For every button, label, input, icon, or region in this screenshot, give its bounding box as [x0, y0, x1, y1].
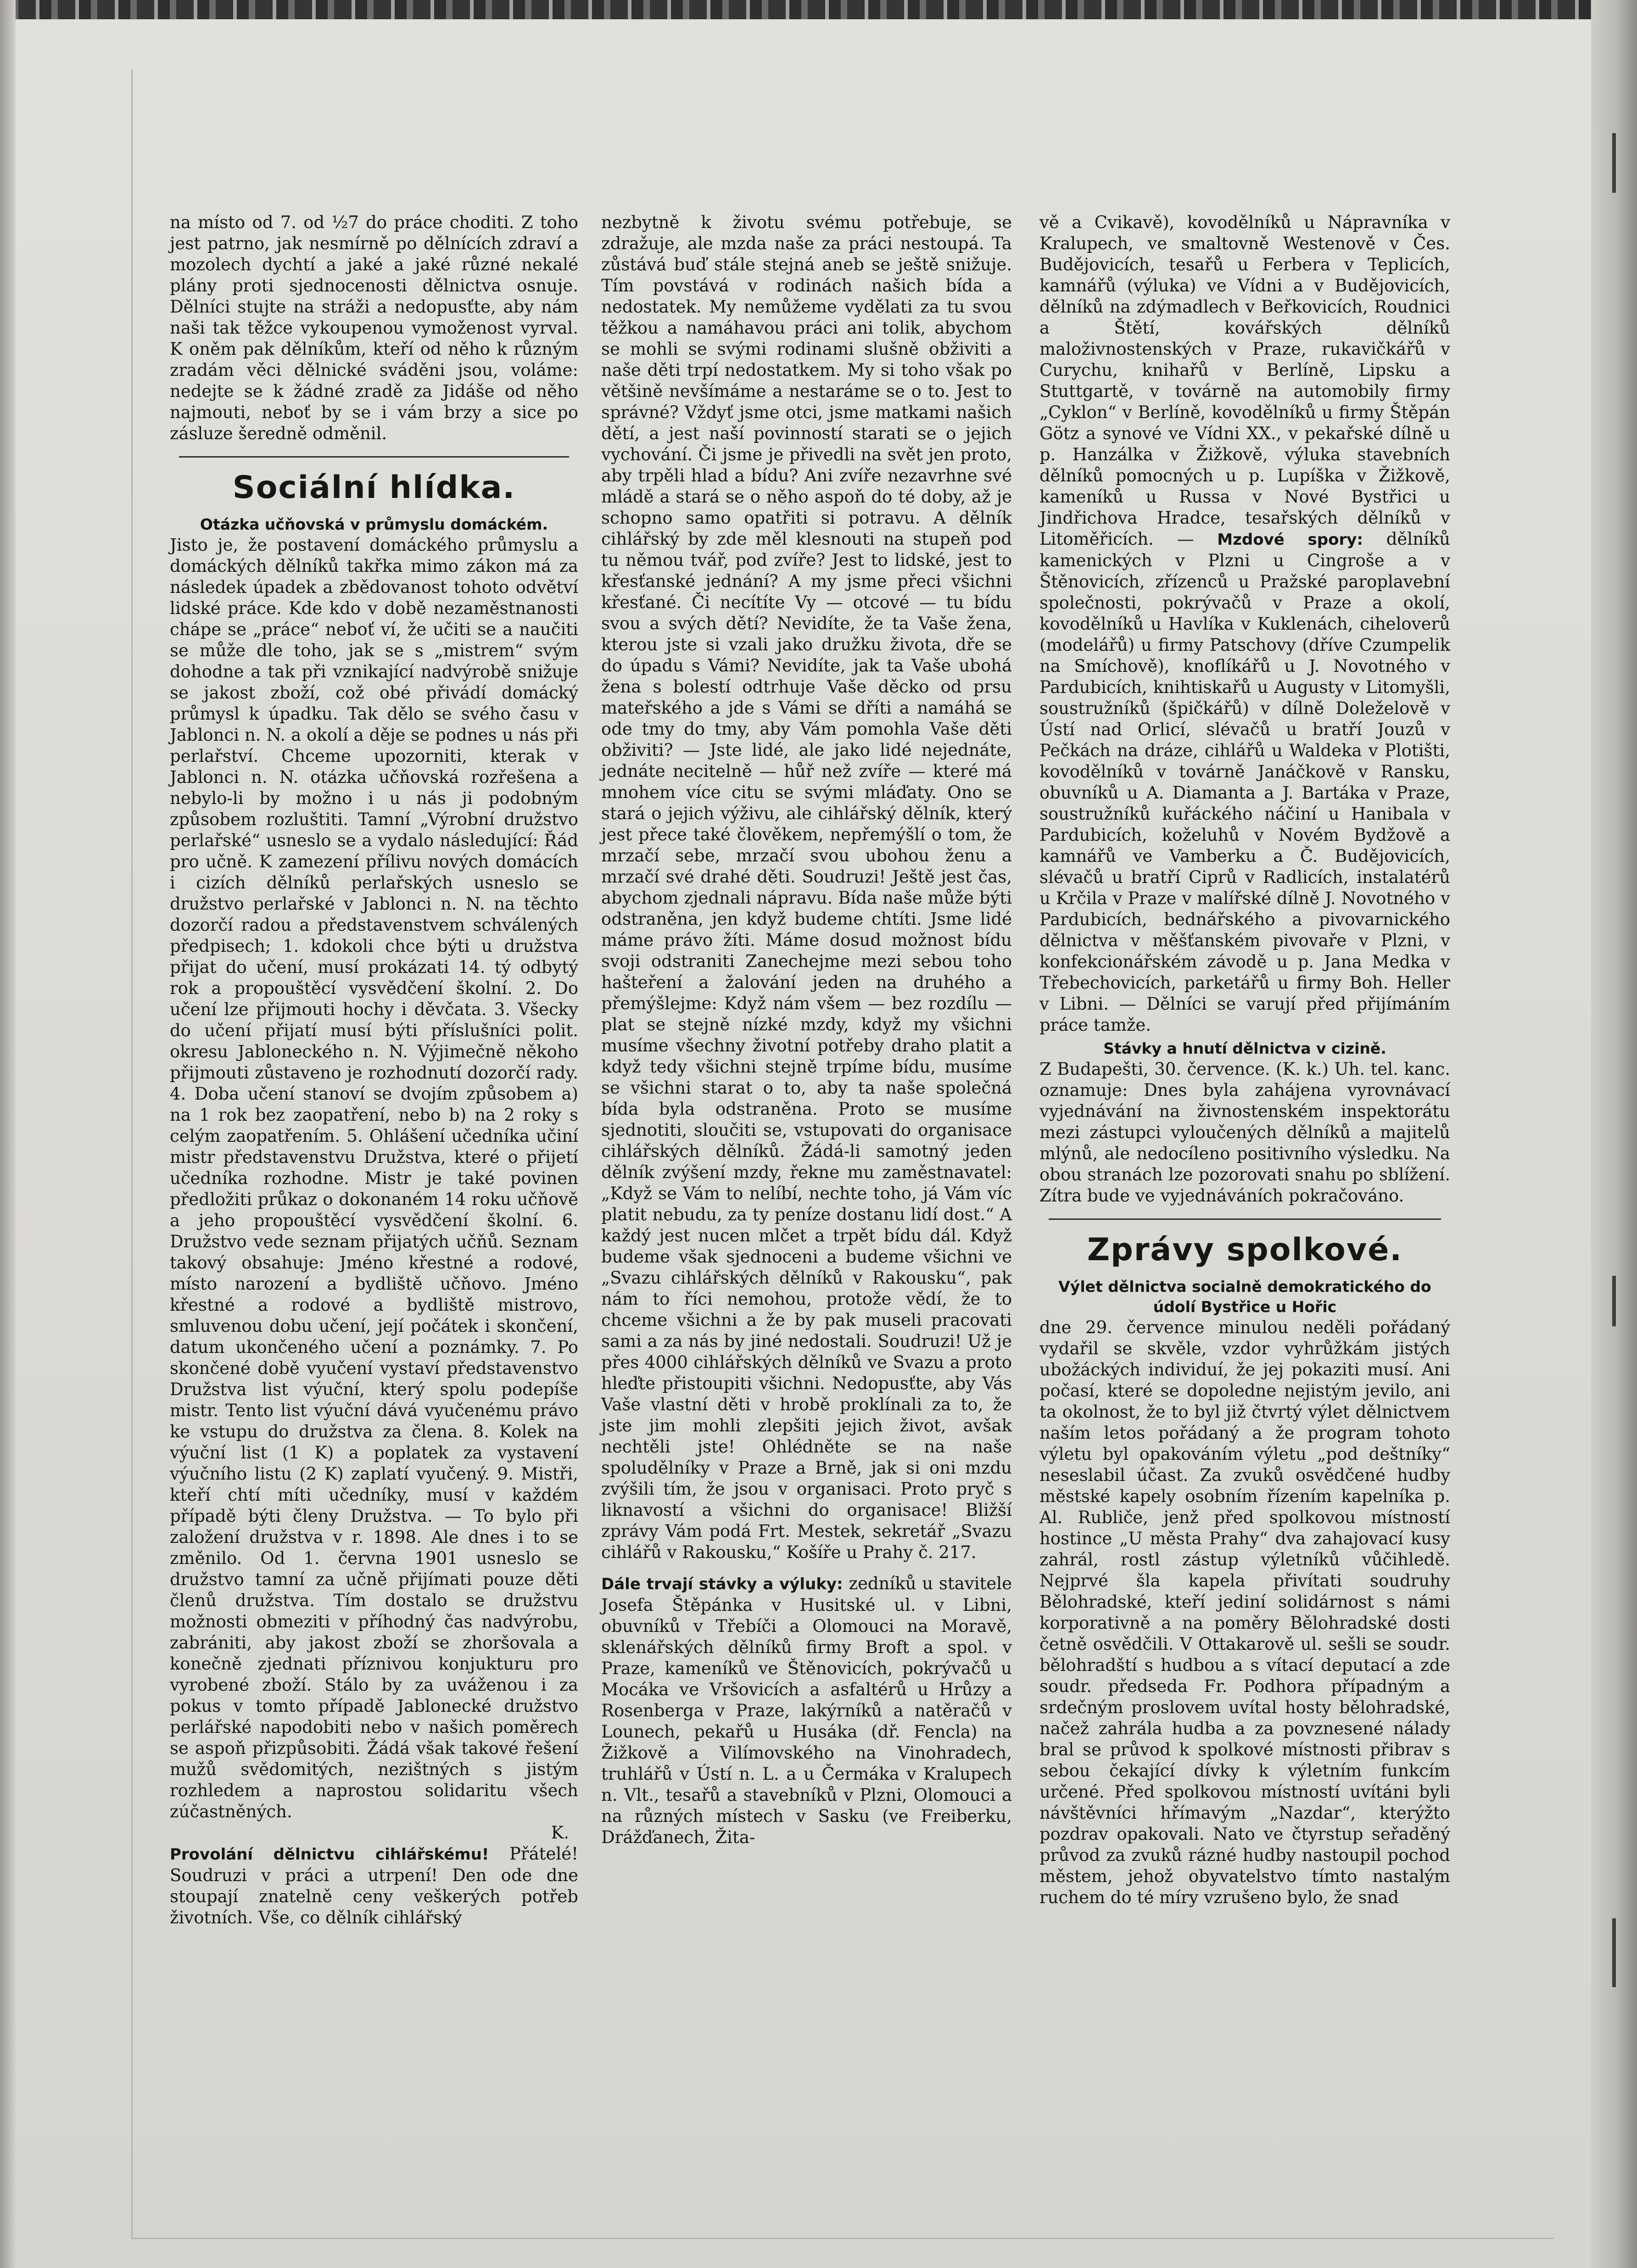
subheading-vylet: Výlet dělnictva socialně demokratického do údolí Bystřice u Hořic	[1058, 1278, 1431, 1316]
strikes-paragraph	[601, 1573, 1012, 1848]
column-1-top-text: na místo od 7. od ½7 do práce choditi. Z toho jest patrno, jak nesmírně po dělnících zdraví a mozolech dychtí a jaké a jaké různé nekalé plány proti sjednocenosti dělnictva osnuje. Dělníci stujte na stráži a nedopusťte, aby nám naši tak těžce vykoupenou vymoženost vyrval. K oněm pak dělníkům, kteří od něho k různým zradám věci dělnické sváděni jsou, voláme: nedejte se k žádné zradě za Jidáše od něho najmouti, neboť by se i vám brzy a sice po zásluze šeredně odměnil.	[170, 212, 578, 443]
article-otazka-ucnovska: Jisto je, že postavení domáckého průmyslu a domáckých dělníků takřka mimo zákon má za následek úpadek a zbědovanost tohoto odvětví lidské práce. Kde kdo v době nezaměstnanosti chápe se „práce“ neboť ví, že učiti se a naučiti se může dle toho, jak se s „mistrem“ svým dohodne a tak při vznikající nadvýrobě snižuje se jakost zboží, což obé přivádí domácký průmysl k úpadku. Tak dělo se svého času v Jablonci n. N. a okolí a děje se podnes u nás při perlařství. Chceme upozorniti, kterak v Jablonci n. N. otázka učňovská rozřešena a nebylo-li by možno i u nás ji podobným způsobem rozluštiti. Tamní „Výrobní družstvo perlařské“ usneslo se a vydalo následující: Řád pro učně. K zamezení přílivu nových domácích i cizích dělníků perlařských usneslo se družstvo perlařské v Jablonci n. N. na těchto dozorčí radou a představenstvem schválených předpisech; 1. kdokoli chce býti u družstva přijat do učení, musí prokázati 14. tý odbytý rok a propouštěcí vysvědčení školní. 2. Do učení lze přijmouti hochy i děvčata. 3. Všecky do učení přijatí musí býti příslušníci polit. okresu Jabloneckého n. N. Výjimečně někoho přijmouti zůstaveno je rozhodnutí dozorčí rady. 4. Doba učení stanoví se dvojím způsobem a) na 1 rok bez zaopatření, nebo b) na 2 roky s celým zaopatřením. 5. Ohlášení učedníka učiní mistr představenstvu Družstva, které o přijetí učedníka rozhodne. Mistr je také povinen předložiti průkaz o dokonaném 14 roku učňově a jeho propouštěcí vysvědčení školní. 6. Družstvo vede seznam přijatých učňů. Seznam takový obsahuje: Jméno křestné a rodové, místo narození a bydliště učňovo. Jméno křestné a rodové a bydliště mistrovo, smluvenou dobu učení, její počátek i skončení, datum ukončeného učení a poznámky. 7. Po skončené době vyučení vystaví představenstvo Družstva list výuční, který spolu podepíše mistr. Tento list výuční dává vyučenému právo ke vstupu do družstva za člena. 8. Kolek na výuční list (1 K) a poplatek za vystavení výučního listu (2 K) zaplatí vyučený. 9. Mistři, kteří chtí míti učedníky, musí v každém případě býti členy Družstva. — To bylo při založení družstva v r. 1898. Ale dnes i to se změnilo. Od 1. června 1901 usneslo se družstvo tamní za učně přijímati pouze děti členů družstva. Tím dostalo se družstvu možnosti obmeziti v příhodný čas nadvýrobu, zabrániti, aby jakost zboží se zhoršovala a konečně zjednati příznivou konjukturu pro vyrobené zboží. Stálo by za uváženou i za pokus v tomto případě Jablonecké družstvo perlářské napodobiti nebo v našich poměrech se aspoň přizpůsobiti. Žádá však takové řešení mužů svědomitých, nezištných s jistým rozhledem a naprostou solidaritu všech zúčastněných.	[170, 535, 578, 1821]
section-divider	[179, 456, 569, 458]
edge-mark	[1612, 1918, 1616, 1987]
column-2	[601, 212, 1012, 1848]
provolani-continued: nezbytně k životu svému potřebuje, se zdražuje, ale mzda naše za práci nestoupá. Ta zůstává buď stále stejná aneb se ještě snižuje. Tím povstává v rodinách našich bída a nedostatek. My nemůžeme vydělati za tu svou těžkou a namáhavou práci ani tolik, abychom se mohli se svými rodinami slušně obživiti a naše děti trpí nedostatkem. My si toho však po většině nevšímáme a nestaráme se o to. Jest to správné? Vždyť jsme otci, jsme matkami našich dětí, a jest naší povinností starati se o jejich vychování. Či jsme je přivedli na svět jen proto, aby trpěli hlad a bídu? Ani zvíře nezavrhne své mládě a stará se o něho aspoň do té doby, až je schopno samo opatřiti si potravu. A dělník cihlářský by zde měl klesnouti na stupeň pod tu němou tvář, pod zvíře? Jest to lidské, jest to křesťanské jednání? A my jsme přeci všichni křesťané. Či necítíte Vy — otcové — tu bídu svou a svých dětí? Nevidíte, že ta Vaše žena, kterou jste si vzali jako družku života, dře se do úpadu s Vámi? Nevidíte, jak ta Vaše ubohá žena s bolestí odtrhuje Vaše děcko od prsu mateřského a jde s Vámi se dříti a namáhá se ode tmy do tmy, aby Vám pomohla Vaše děti obživiti? — Jste lidé, ale jako lidé nejednáte, jednáte necitelně — hůř než zvíře — které má mnohem více citu se svými mláďaty. Ono se stará o jejich výživu, ale cihlářský dělník, který jest přece také člověkem, nepřemýšlí o tom, že mrzačí sebe, mrzačí svou ubohou ženu a mrzačí své drahé děti. Soudruzi! Ještě jest čas, abychom zjednali nápravu. Bída naše může býti odstraněna, jen když budeme chtíti. Jsme lidé máme právo žíti. Máme dosud možnost bídu svoji odstraniti Zanechejme mezi sebou toho hašteření a žalování jeden na druhého a přemýšlejme: Když nám všem — bez rozdílu — plat se stejně nízké mzdy, když my všichni musíme všechny životní potřeby draho platit a když tedy všichni stejně trpíme bídu, musíme se všichni starat o to, aby ta naše společná bída byla odstraněna. Proto se musíme sjednotiti, sloučiti se, vstupovati do organisace cihlářských dělníků. Žádá-li samotný jeden dělník zvýšení mzdy, řekne mu zaměstnavatel: „Když se Vám to nelíbí, nechte toho, já Vám víc platit nebudu, za ty peníze dostanu lidí dost.“ A každý jest nucen mlčet a trpět bídu dál. Když budeme však sjednoceni a budeme všichni ve „Svazu cihlářských dělníků v Rakousku“, pak nám to říci nemohou, protože vědí, že to chceme všichni a že by pak museli pracovati sami a za nás by jiné nedostali. Soudruzi! Už je přes 4000 cihlářských dělníků ve Svazu a proto hleďte přistoupiti všichni. Nedopusťte, aby Vás Vaše vlastní děti v hrobě proklínali za to, že jste jim mohli zlepšiti jejich život, avšak nechtěli jste! Ohlédněte se na naše spoludělníky v Praze a Brně, jak si oni mzdu zvýšili tím, že jsou v organisaci. Proto pryč s liknavostí a všichni do organisace! Bližší zprávy Vám podá Frt. Mestek, sekretář „Svazu cihlářů v Rakousku,“ Košíře u Prahy č. 217.	[601, 212, 1012, 1562]
strikes-continued-text: vě a Cvikavě), kovodělníků u Nápravníka v Kralupech, ve smaltovně Westenově v Čes. Budějovicích, tesařů u Ferbera v Teplicích, kamnářů (výluka) ve Vídni a v Budějovicích, dělníků na zdýmadlech v Beřkovicích, Roudnici a Štětí, kovářských dělníků maloživnostenských v Praze, rukavičkářů v Curychu, knihařů v Berlíně, Lipsku a Stuttgartě, v továrně na automobily firmy „Cyklon“ v Berlíně, kovodělníků u firmy Štěpán Götz a synové ve Vídni XX., v pekařské dílně u p. Hanzálka v Žižkově, výluka stavebních dělníků pomocných u p. Lupíška v Žižkově, kameníků u Russa v Nové Bystřici u Jindřichova Hradce, tesařských dělníků v Litoměřicích. —	[1039, 212, 1450, 549]
subheading-otazka-ucnovska: Otázka učňovská v průmyslu domáckém.	[200, 515, 548, 533]
page-left-border	[131, 69, 133, 2240]
heading-socialni-hlidka: Sociální hlídka.	[232, 469, 516, 506]
column-1	[170, 212, 578, 1928]
column-3	[1039, 212, 1450, 1908]
edge-mark	[1612, 1276, 1616, 1326]
heading-zpravy-spolkove: Zprávy spolkové.	[1087, 1232, 1403, 1268]
scan-top-edge	[0, 0, 1637, 19]
section-divider	[1049, 1218, 1441, 1220]
provolani-title: Provolání dělnictvu cihlářskému!	[170, 1845, 489, 1864]
strikes-continued	[1039, 212, 1450, 1036]
scan-left-edge	[0, 0, 16, 2268]
article-signature: K.	[551, 1823, 569, 1843]
strikes-title: Dále trvají stávky a výluky:	[601, 1575, 843, 1593]
scan-right-edge	[1591, 0, 1637, 2268]
abroad-text: Z Budapešti, 30. července. (K. k.) Uh. tel. kanc. oznamuje: Dnes byla zahájena vyrovnávací vyjednávání na živnostenském inspektorátu mezi zástupci vyloučených dělníků a majitelů mlýnů, ale nedocíleno positivního výsledku. Na obou stranách lze pozorovati snahu po sblížení. Zítra bude ve vyjednáváních pokračováno.	[1039, 1059, 1450, 1206]
abroad-title: Stávky a hnutí dělnictva v cizině.	[1103, 1039, 1386, 1057]
wage-disputes-title: Mzdové spory:	[1217, 531, 1363, 549]
wage-disputes-text: dělníků kamenických v Plzni u Cingroše a v Štěnovicích, zřízenců u Pražské paroplavební společnosti, pokrývačů v Praze a okolí, kovodělníků u Havlíka v Kuklenách, ciheloverů (modelářů) u firmy Patschovy (dříve Czumpelik na Smíchově), knoflíkářů u J. Novotného v Pardubicích, knihtiskařů u Augusty v Litomyšli, soustružníků (špičkářů) v dílně Doleželově v Ústí nad Orlicí, slévačů u bratří Jouzů v Pečkách na dráze, cihlářů u Waldeka v Plotišti, kovodělníků v továrně Janáčkově v Ransku, obuvníků u A. Diamanta a J. Bartáka v Praze, soustružníků kuřáckého náčiní u Hanibala v Pardubicích, koželuhů v Novém Bydžově a kamnářů ve Vamberku a Č. Budějovicích, slévačů u bratří Ciprů v Radlicích, instalatérů u Krčila v Praze v malířské dílně J. Novotného v Pardubicích, bednářského a pivovarnického dělnictva v měšťanském pivovaře v Plzni, v konfekcionářském závodě u p. Jana Medka v Třebechovicích, parketářů u firmy Boh. Heller v Libni. — Dělníci se varují před přijímáním práce tamže.	[1039, 529, 1451, 1035]
edge-mark	[1612, 133, 1616, 193]
article-vylet: dne 29. července minulou neděli pořádaný vydařil se skvěle, vzdor vyhrůžkám jistých ubožáckých individuí, že jej pokaziti musí. Ani počasí, které se dopoledne nejistým jevilo, ani ta okolnost, že to byl již čtvrtý výlet dělnictvem naším letos pořádaný a že program tohoto výletu byl opakováním výletu „pod deštníky“ neseslabil účast. Za zvuků osvědčené hudby městské kapely osobním řízením kapelníka p. Al. Rubliče, jenž před spolkovou místností hostince „U města Prahy“ dva zahajovací kusy zahrál, rostl zástup výletníků vůčihledě. Nejprvé šla kapela přivítati soudruhy Bělohradské, kteří jediní solidárnost s námi korporativně a na poměry Bělohradské dosti četně osvědčili. V Ottakarově ul. sešli se soudr. bělohradští s hudbou a s vítací deputací a zde soudr. předseda Fr. Podhora případným a srdečným proslovem uvítal hosty bělohradské, načež zahrála hudba a za povznesené nálady bral se průvod k spolkové místnosti přibrav s sebou čekající dívky k výletním funkcím určené. Před spolkovou místností uvítáni byli návštěvníci hřímavým „Nazdar“, kterýžto pozdrav opakovali. Nato ve čtyrstup seřaděný průvod za zvuků rázné hudby nastoupil pochod městem, jehož obyvatelstvo tímto nastalým ruchem do té míry vzrušeno bylo, že snad	[1039, 1318, 1450, 1907]
provolani-paragraph	[170, 1843, 578, 1928]
provolani-text: Přátelé! Soudruzi v práci a utrpení! Den ode dne stoupají znatelně ceny veškerých potřeb životních. Vše, co dělník cihlářský	[170, 1844, 579, 1927]
page-bottom-border	[131, 2238, 1554, 2239]
strikes-text: zedníků u stavitele Josefa Štěpánka v Husitské ul. v Libni, obuvníků v Třebíči a Olomouci na Moravě, sklenářských dělníků firmy Broft a spol. v Praze, kameníků ve Štěnovicích, pokrývačů u Mocáka ve Vršovicích a asfaltérů u Hrůzy a Rosenberga v Praze, lakýrníků a natěračů v Lounech, pekařů u Husáka (dř. Fencla) na Žižkově a Vilímovského na Vinohradech, truhlářů v Ústí n. L. a u Čermáka v Kralupech n. Vlt., tesařů a stavebníků v Plzni, Olomouci a na různých místech v Sasku (ve Freiberku, Drážďanech, Žita-	[601, 1574, 1012, 1847]
